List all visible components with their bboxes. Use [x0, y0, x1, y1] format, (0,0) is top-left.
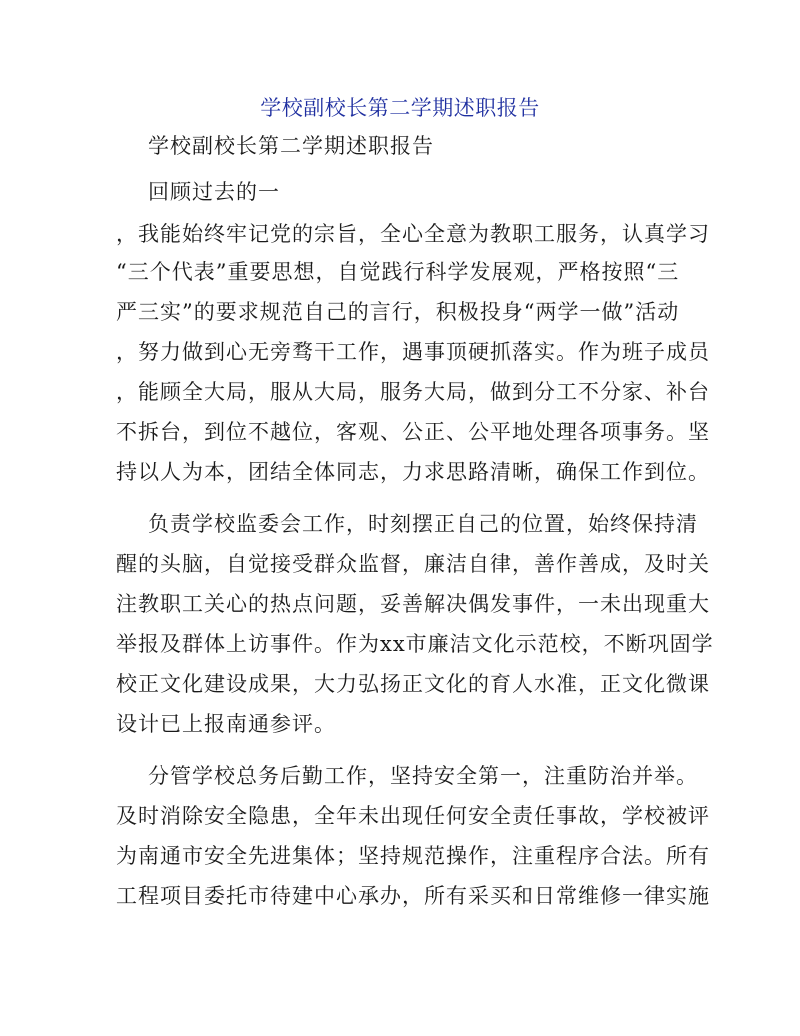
text-line: 工程项目委托市待建中心承办，所有采买和日常维修一律实施	[116, 884, 710, 908]
document-subtitle: 学校副校长第二学期述职报告	[148, 134, 434, 158]
text-line: 持以人为本，团结全体同志，力求思路清晰，确保工作到位。	[116, 460, 710, 484]
text-line: 举报及群体上访事件。作为xx市廉洁文化示范校，不断巩固学	[116, 632, 714, 656]
text-line: 校正文化建设成果，大力弘扬正文化的育人水准，正文化微课	[116, 672, 710, 696]
text-line: 严三实”的要求规范自己的言行，积极投身“两学一做”活动	[116, 300, 680, 324]
text-line: 分管学校总务后勤工作，坚持安全第一，注重防治并举。	[148, 764, 698, 788]
text-line: 为南通市安全先进集体；坚持规范操作，注重程序合法。所有	[116, 844, 710, 868]
text-line: 回顾过去的一	[148, 180, 280, 204]
document-title: 学校副校长第二学期述职报告	[260, 96, 540, 120]
text-line: ，能顾全大局，服从大局，服务大局，做到分工不分家、补台	[116, 380, 710, 404]
text-line: ，努力做到心无旁骛干工作，遇事顶硬抓落实。作为班子成员	[116, 340, 710, 364]
text-line: “三个代表”重要思想，自觉践行科学发展观，严格按照“三	[116, 260, 680, 284]
text-line: 设计已上报南通参评。	[116, 712, 336, 736]
text-line: ，我能始终牢记党的宗旨，全心全意为教职工服务，认真学习	[116, 222, 710, 246]
text-line: 醒的头脑，自觉接受群众监督，廉洁自律，善作善成，及时关	[116, 552, 710, 576]
text-line: 注教职工关心的热点问题，妥善解决偶发事件，一未出现重大	[116, 592, 710, 616]
text-line: 负责学校监委会工作，时刻摆正自己的位置，始终保持清	[148, 512, 698, 536]
text-line: 及时消除安全隐患，全年未出现任何安全责任事故，学校被评	[116, 804, 710, 828]
text-line: 不拆台，到位不越位，客观、公正、公平地处理各项事务。坚	[116, 420, 710, 444]
